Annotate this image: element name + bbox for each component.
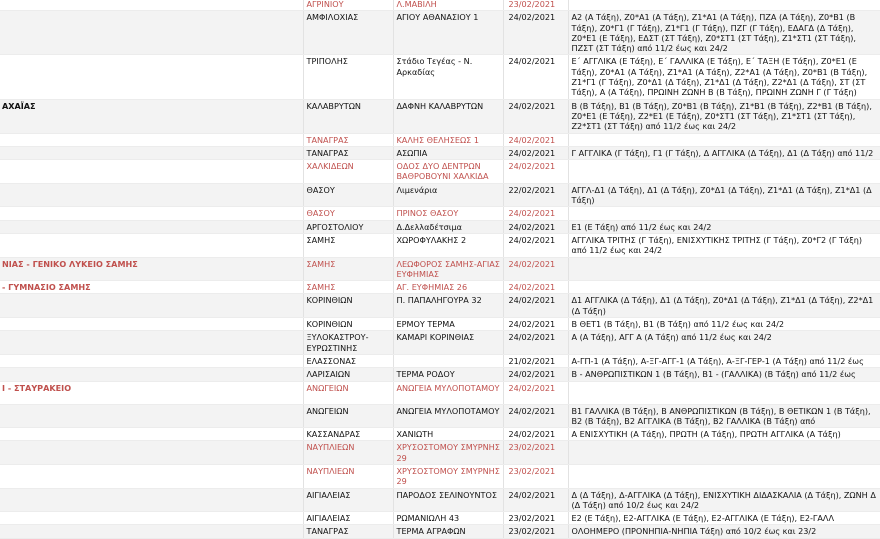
details-cell [568, 441, 880, 465]
school-cell [0, 207, 303, 220]
school-cell [0, 183, 303, 207]
region-cell: ΑΙΓΙΑΛΕΙΑΣ [303, 512, 393, 525]
address-cell: ΤΕΡΜΑ ΡΟΔΟΥ [393, 368, 503, 381]
region-cell: ΛΑΡΙΣΑΙΩΝ [303, 368, 393, 381]
school-cell [0, 146, 303, 159]
details-cell: Ε2 (Ε Τάξη), Ε2-ΑΓΓΛΙΚΑ (Ε Τάξη), Ε2-ΑΓΓΛΙΚΑ (Ε Τάξη), Ε2-ΓΑΛΛ [568, 512, 880, 525]
school-cell [0, 331, 303, 355]
address-cell: ΑΓ. ΕΥΦΗΜΙΑΣ 26 [393, 281, 503, 294]
date-cell: 24/02/2021 [503, 294, 568, 318]
date-cell: 23/02/2021 [503, 464, 568, 488]
school-cell [0, 55, 303, 99]
address-cell: Π. ΠΑΠΑΛΗΓΟΥΡΑ 32 [393, 294, 503, 318]
address-cell: Λιμενάρια [393, 183, 503, 207]
region-cell: ΑΡΓΟΣΤΟΛΙΟΥ [303, 220, 393, 233]
school-cell [0, 294, 303, 318]
region-cell: ΣΑΜΗΣ [303, 281, 393, 294]
details-cell [568, 0, 880, 11]
region-cell: ΘΑΣΟΥ [303, 207, 393, 220]
details-cell [568, 133, 880, 146]
table-row [0, 381, 880, 404]
table-row [0, 331, 880, 355]
table-row [0, 183, 880, 207]
table-row [0, 464, 880, 488]
address-cell: ΑΝΩΓΕΙΑ ΜΥΛΟΠΟΤΑΜΟΥ [393, 381, 503, 404]
address-cell: ΑΝΩΓΕΙΑ ΜΥΛΟΠΟΤΑΜΟΥ [393, 404, 503, 428]
date-cell: 24/02/2021 [503, 233, 568, 257]
region-cell: ΑΝΩΓΕΙΩΝ [303, 404, 393, 428]
address-cell [393, 354, 503, 367]
details-cell: Α (Α Τάξη), ΑΓΓ Α (Α Τάξη) από 11/2 έως και 24/2 [568, 331, 880, 355]
region-cell: ΤΑΝΑΓΡΑΣ [303, 133, 393, 146]
details-cell [568, 257, 880, 281]
table-row [0, 318, 880, 331]
date-cell: 24/02/2021 [503, 318, 568, 331]
table-row [0, 11, 880, 55]
date-cell: 24/02/2021 [503, 160, 568, 184]
region-cell: ΕΛΑΣΣΟΝΑΣ [303, 354, 393, 367]
table-row [0, 512, 880, 525]
date-cell: 23/02/2021 [503, 525, 568, 538]
table-row [0, 368, 880, 381]
school-cell [0, 0, 303, 11]
address-cell: ΑΓΙΟΥ ΑΘΑΝΑΣΙΟΥ 1 [393, 11, 503, 55]
table-row [0, 354, 880, 367]
region-cell: ΚΑΛΑΒΡΥΤΩΝ [303, 99, 393, 133]
details-cell [568, 160, 880, 184]
region-cell: ΚΟΡΙΝΘΙΩΝ [303, 294, 393, 318]
address-cell: Δ.Δελλαδέτσιμα [393, 220, 503, 233]
region-cell: ΞΥΛΟΚΑΣΤΡΟΥ-ΕΥΡΩΣΤΙΝΗΣ [303, 331, 393, 355]
date-cell: 24/02/2021 [503, 220, 568, 233]
details-cell: Δ (Δ Τάξη), Δ-ΑΓΓΛΙΚΑ (Δ Τάξη), ΕΝΙΣΧΥΤΙΚΗ ΔΙΔΑΣΚΑΛΙΑ (Δ Τάξη), ΖΩΝΗ Δ (Δ Τάξη) από 10/2 έως και 24/2 [568, 488, 880, 512]
address-cell: ΧΑΝΙΩΤΗ [393, 428, 503, 441]
date-cell: 24/02/2021 [503, 99, 568, 133]
address-cell: ΚΑΛΗΣ ΘΕΛΗΣΕΩΣ 1 [393, 133, 503, 146]
date-cell: 24/02/2021 [503, 281, 568, 294]
date-cell: 24/02/2021 [503, 11, 568, 55]
school-cell: ΑΧΑΪΑΣ [0, 99, 303, 133]
region-cell: ΚΟΡΙΝΘΙΩΝ [303, 318, 393, 331]
details-cell: Β ΘΕΤ1 (Β Τάξη), Β1 (Β Τάξη) από 11/2 έως και 24/2 [568, 318, 880, 331]
details-cell: Β (Β Τάξη), Β1 (Β Τάξη), Ζ0*Β1 (Β Τάξη), Ζ1*Β1 (Β Τάξη), Ζ2*Β1 (Β Τάξη), Ζ0*Ε1 (Ε Τάξη), Ζ2*Ε1 (Ε Τάξη), Ζ0*ΣΤ1 (ΣΤ Τάξη), Ζ1*ΣΤ1 (ΣΤ Τάξη), Ζ2*ΣΤ1 (ΣΤ Τάξη) από 11/2 έως και 24/2 [568, 99, 880, 133]
date-cell: 24/02/2021 [503, 368, 568, 381]
address-cell: ΧΩΡΟΦΥΛΑΚΗΣ 2 [393, 233, 503, 257]
school-cell [0, 220, 303, 233]
details-cell: Ε1 (Ε Τάξη) από 11/2 έως και 24/2 [568, 220, 880, 233]
address-cell: ΧΡΥΣΟΣΤΟΜΟΥ ΣΜΥΡΝΗΣ 29 [393, 464, 503, 488]
address-cell: ΧΡΥΣΟΣΤΟΜΟΥ ΣΜΥΡΝΗΣ 29 [393, 441, 503, 465]
details-cell: Α2 (Α Τάξη), Ζ0*Α1 (Α Τάξη), Ζ1*Α1 (Α Τάξη), ΠΖΑ (Α Τάξη), Ζ0*Β1 (Β Τάξη), Ζ0*Γ1 (Γ Τάξη), Ζ1*Γ1 (Γ Τάξη), ΠΖΓ (Γ Τάξη), ΕΔΑΓΔ (Δ Τάξη), Ζ0*Ε1 (Ε Τάξη), ΕΔΣΤ (ΣΤ Τάξη), Ζ0*ΣΤ1 (ΣΤ Τάξη), Ζ1*ΣΤ1 (ΣΤ Τάξη), ΠΖΣΤ (ΣΤ Τάξη) από 11/2 έως και 24/2 [568, 11, 880, 55]
school-cell [0, 464, 303, 488]
school-cell: - ΓΥΜΝΑΣΙΟ ΣΑΜΗΣ [0, 281, 303, 294]
date-cell: 23/02/2021 [503, 512, 568, 525]
region-cell: ΝΑΥΠΛΙΕΩΝ [303, 464, 393, 488]
school-cell [0, 441, 303, 465]
details-cell: ΑΓΓΛΙΚΑ ΤΡΙΤΗΣ (Γ Τάξη), ΕΝΙΣΧΥΤΙΚΗΣ ΤΡΙΤΗΣ (Γ Τάξη), Ζ0*Γ2 (Γ Τάξη) από 11/2 έως και 24/2 [568, 233, 880, 257]
table-row [0, 294, 880, 318]
details-cell: Δ1 ΑΓΓΛΙΚΑ (Δ Τάξη), Δ1 (Δ Τάξη), Ζ0*Δ1 (Δ Τάξη), Ζ1*Δ1 (Δ Τάξη), Ζ2*Δ1 (Δ Τάξη) [568, 294, 880, 318]
date-cell: 24/02/2021 [503, 55, 568, 99]
region-cell: ΣΑΜΗΣ [303, 233, 393, 257]
details-cell: ΑΓΓΛ-Δ1 (Δ Τάξη), Δ1 (Δ Τάξη), Ζ0*Δ1 (Δ Τάξη), Ζ1*Δ1 (Δ Τάξη), Ζ1*Δ1 (Δ Τάξη) [568, 183, 880, 207]
details-cell: Α ΕΝΙΣΧΥΤΙΚΗ (Α Τάξη), ΠΡΩΤΗ (Α Τάξη), ΠΡΩΤΗ ΑΓΓΛΙΚΑ (Α Τάξη) [568, 428, 880, 441]
details-cell [568, 207, 880, 220]
region-cell: ΤΡΙΠΟΛΗΣ [303, 55, 393, 99]
date-cell: 24/02/2021 [503, 133, 568, 146]
table-row [0, 488, 880, 512]
table-row [0, 99, 880, 133]
school-cell [0, 233, 303, 257]
table-row [0, 0, 880, 11]
details-cell: Β1 ΓΑΛΛΙΚΑ (Β Τάξη), Β ΑΝΘΡΩΠΙΣΤΙΚΩΝ (Β Τάξη), Β ΘΕΤΙΚΩΝ 1 (Β Τάξη), Β2 (Β Τάξη), Β2 ΑΓΓΛΙΚΑ (Β Τάξη), Β2 ΓΑΛΛΙΚΑ (Β Τάξη) από [568, 404, 880, 428]
region-cell: ΑΓΡΙΝΙΟΥ [303, 0, 393, 11]
date-cell: 23/02/2021 [503, 0, 568, 11]
region-cell: ΝΑΥΠΛΙΕΩΝ [303, 441, 393, 465]
details-cell [568, 464, 880, 488]
date-cell: 24/02/2021 [503, 381, 568, 404]
address-cell: ΠΑΡΟΔΟΣ ΣΕΛΙΝΟΥΝΤΟΣ [393, 488, 503, 512]
table-row [0, 281, 880, 294]
address-cell: Στάδιο Τεγέας - Ν. Αρκαδίας [393, 55, 503, 99]
table-row [0, 146, 880, 159]
details-cell [568, 381, 880, 404]
school-cell: ΝΙΑΣ - ΓΕΝΙΚΟ ΛΥΚΕΙΟ ΣΑΜΗΣ [0, 257, 303, 281]
address-cell: ΛΕΩΦΟΡΟΣ ΣΑΜΗΣ-ΑΓΙΑΣ ΕΥΦΗΜΙΑΣ [393, 257, 503, 281]
date-cell: 24/02/2021 [503, 428, 568, 441]
address-cell: ΕΡΜΟΥ ΤΕΡΜΑ [393, 318, 503, 331]
table-row [0, 233, 880, 257]
date-cell: 24/02/2021 [503, 146, 568, 159]
school-cell [0, 512, 303, 525]
region-cell: ΘΑΣΟΥ [303, 183, 393, 207]
details-cell: Γ ΑΓΓΛΙΚΑ (Γ Τάξη), Γ1 (Γ Τάξη), Δ ΑΓΓΛΙΚΑ (Δ Τάξη), Δ1 (Δ Τάξη) από 11/2 [568, 146, 880, 159]
address-cell: ΔΑΦΝΗ ΚΑΛΑΒΡΥΤΩΝ [393, 99, 503, 133]
table-row [0, 220, 880, 233]
details-cell [568, 281, 880, 294]
school-cell [0, 318, 303, 331]
school-cell [0, 133, 303, 146]
school-cell [0, 488, 303, 512]
address-cell: ΤΕΡΜΑ ΑΓΡΑΦΩΝ [393, 525, 503, 538]
date-cell: 21/02/2021 [503, 354, 568, 367]
details-cell: Α-ΓΠ-1 (Α Τάξη), Α-ΞΓ-ΑΓΓ-1 (Α Τάξη), Α-ΞΓ-ΓΕΡ-1 (Α Τάξη) από 11/2 έως [568, 354, 880, 367]
address-cell: ΚΑΜΑΡΙ ΚΟΡΙΝΘΙΑΣ [393, 331, 503, 355]
table-row [0, 160, 880, 184]
school-cell [0, 368, 303, 381]
date-cell: 24/02/2021 [503, 207, 568, 220]
address-cell: ΑΣΩΠΙΑ [393, 146, 503, 159]
school-cell: Ι - ΣΤΑΥΡΑΚΕΙΟ [0, 381, 303, 404]
region-cell: ΑΝΩΓΕΙΩΝ [303, 381, 393, 404]
date-cell: 22/02/2021 [503, 183, 568, 207]
details-cell: ΟΛΟΗΜΕΡΟ (ΠΡΟΝΗΠΙΑ-ΝΗΠΙΑ Τάξη) από 10/2 έως και 23/2 [568, 525, 880, 538]
school-cell [0, 354, 303, 367]
address-cell: ΡΩΜΑΝΙΩΛΗ 43 [393, 512, 503, 525]
school-cell [0, 11, 303, 55]
table-row [0, 55, 880, 99]
region-cell: ΤΑΝΑΓΡΑΣ [303, 525, 393, 538]
address-cell: ΠΡΙΝΟΣ ΘΑΣΟΥ [393, 207, 503, 220]
date-cell: 23/02/2021 [503, 441, 568, 465]
date-cell: 24/02/2021 [503, 404, 568, 428]
region-cell: ΑΜΦΙΛΟΧΙΑΣ [303, 11, 393, 55]
school-cell [0, 404, 303, 428]
details-cell: Ε΄ ΑΓΓΛΙΚΑ (Ε Τάξη), Ε΄ ΓΑΛΛΙΚΑ (Ε Τάξη), Ε΄ ΤΑΞΗ (Ε Τάξη), Ζ0*Ε1 (Ε Τάξη), Ζ0*Α1 (Α Τάξη), Ζ1*Α1 (Α Τάξη), Ζ2*Α1 (Α Τάξη), Ζ0*Β1 (Β Τάξη), Ζ1*Γ1 (Γ Τάξη), Ζ0*Δ1 (Δ Τάξη), Ζ1*Δ1 (Δ Τάξη), Ζ2*Δ1 (Δ Τάξη), ΣΤ (ΣΤ Τάξη), Α (Α Τάξη), ΠΡΩΙΝΗ ΖΩΝΗ Β (Β Τάξη), ΠΡΩΙΝΗ ΖΩΝΗ Γ (Γ Τάξη) [568, 55, 880, 99]
school-cell [0, 525, 303, 538]
school-cell [0, 428, 303, 441]
details-cell: Β - ΑΝΘΡΩΠΙΣΤΙΚΩΝ 1 (Β Τάξη), Β1 - (ΓΑΛΛΙΚΑ) (Β Τάξη) από 11/2 έως [568, 368, 880, 381]
date-cell: 24/02/2021 [503, 488, 568, 512]
address-cell: Λ.ΜΑΒΙΛΗ [393, 0, 503, 11]
table-row [0, 133, 880, 146]
region-cell: ΚΑΣΣΑΝΔΡΑΣ [303, 428, 393, 441]
table-row [0, 207, 880, 220]
region-cell: ΧΑΛΚΙΔΕΩΝ [303, 160, 393, 184]
table-row [0, 257, 880, 281]
date-cell: 24/02/2021 [503, 331, 568, 355]
school-cell [0, 160, 303, 184]
table-row [0, 441, 880, 465]
table-row [0, 525, 880, 538]
date-cell: 24/02/2021 [503, 257, 568, 281]
region-cell: ΤΑΝΑΓΡΑΣ [303, 146, 393, 159]
region-cell: ΑΙΓΙΑΛΕΙΑΣ [303, 488, 393, 512]
address-cell: ΟΔΟΣ ΔΥΟ ΔΕΝΤΡΩΝ ΒΑΘΡΟΒΟΥΝΙ ΧΑΛΚΙΔΑ [393, 160, 503, 184]
table-row [0, 404, 880, 428]
table-row [0, 428, 880, 441]
region-cell: ΣΑΜΗΣ [303, 257, 393, 281]
